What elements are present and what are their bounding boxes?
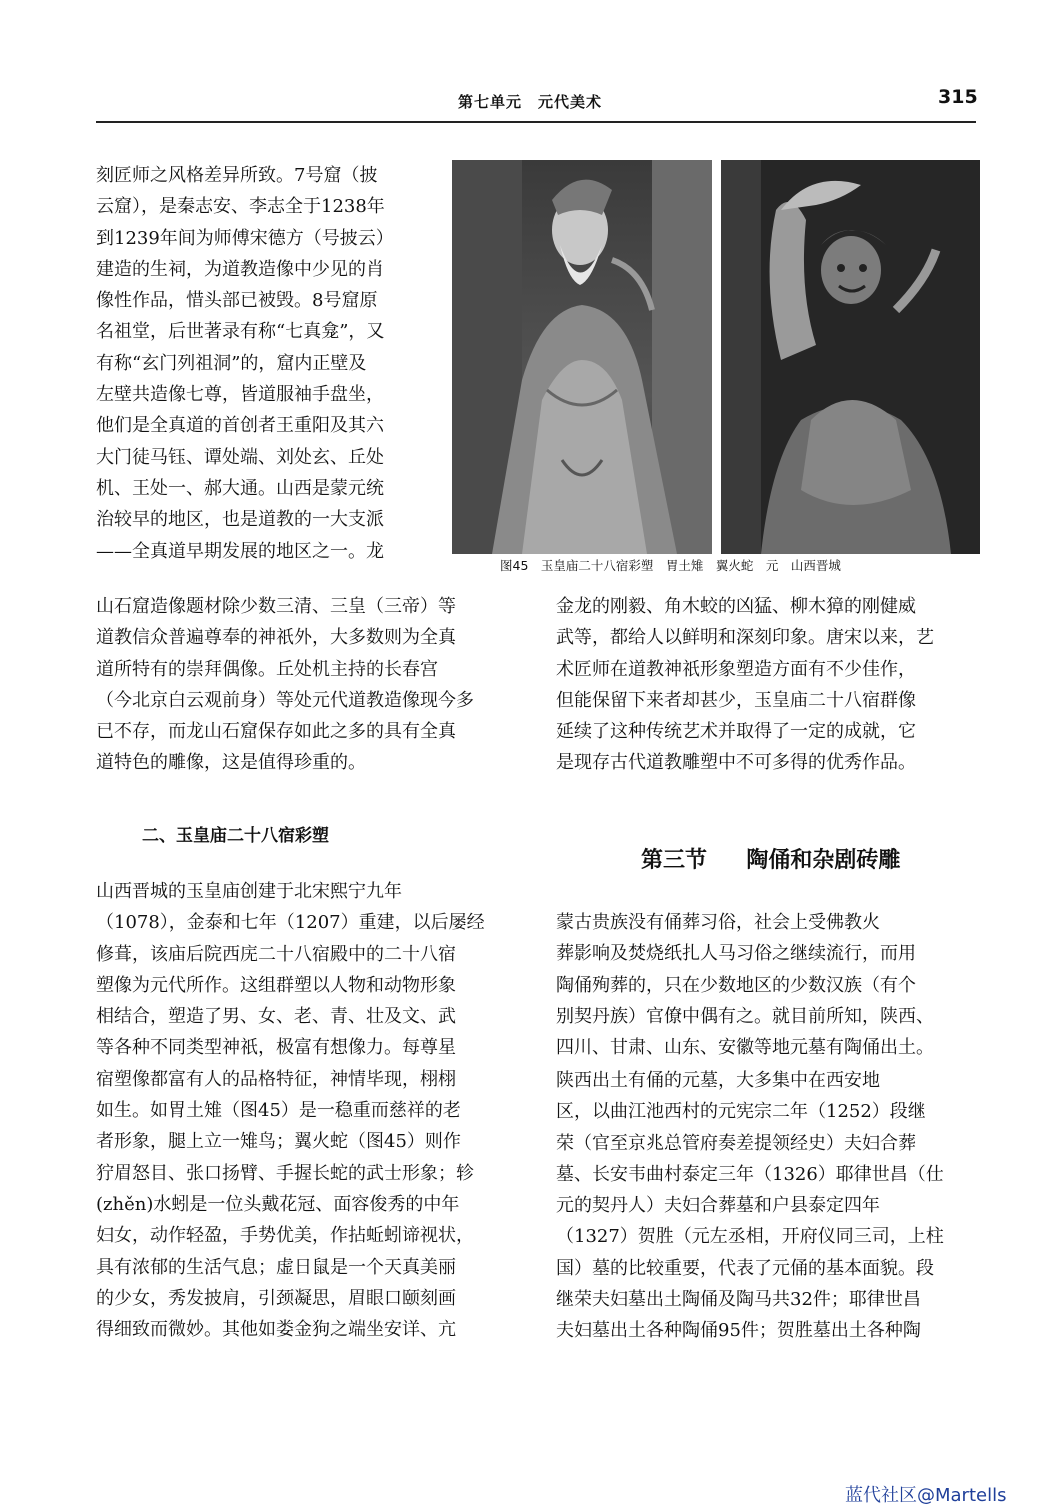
text-line: 修葺，该庙后院西庑二十八宿殿中的二十八宿 <box>96 943 456 965</box>
section-heading <box>641 843 900 874</box>
text-line: 山西晋城的玉皇庙创建于北宋熙宁九年 <box>96 881 402 902</box>
text-line: 蒙古贵族没有俑葬习俗，社会上受佛教火 <box>556 912 880 933</box>
photo-yi-huo-she <box>721 160 980 554</box>
text-line: 陶俑殉葬的，只在少数地区的少数汉族（有个 <box>556 974 916 996</box>
text-line: 建造的生祠，为道教造像中少见的肖 <box>96 258 384 280</box>
text-line: 有称“玄门列祖洞”的，窟内正壁及 <box>96 352 367 374</box>
text-line: 继荣夫妇墓出土陶俑及陶马共32件；耶律世昌 <box>556 1289 921 1311</box>
text-line: 等各种不同类型神祇，极富有想像力。每尊星 <box>96 1037 456 1059</box>
text-line: 妇女，动作轻盈，手势优美，作拈蚯蚓谛视状， <box>96 1225 474 1247</box>
text-line: 宿塑像都富有人的品格特征，神情毕现，栩栩 <box>96 1068 456 1090</box>
text-line: 得细致而微妙。其他如娄金狗之端坐安详、亢 <box>96 1319 456 1341</box>
text-line: 者形象，腿上立一雉鸟；翼火蛇（图45）则作 <box>96 1131 461 1153</box>
watermark: 蓝代社区@Martells <box>845 1485 1007 1506</box>
text-line: 大门徒马钰、谭处端、刘处玄、丘处 <box>96 446 384 468</box>
text-line: 别契丹族）官僚中偶有之。就目前所知，陕西、 <box>556 1005 934 1027</box>
text-line: 武等，都给人以鲜明和深刻印象。唐宋以来，艺 <box>556 627 934 649</box>
text-line: 已不存，而龙山石窟保存如此之多的具有全真 <box>96 721 456 743</box>
text-line: (zhěn)水蚓是一位头戴花冠、面容俊秀的中年 <box>96 1193 460 1215</box>
text-line: 夫妇墓出土各种陶俑95件；贺胜墓出土各种陶 <box>556 1320 921 1342</box>
text-line: 刻匠师之风格差异所致。7号窟（披 <box>96 165 378 186</box>
text-line: （1078），金泰和七年（1207）重建，以后屡经 <box>96 912 485 934</box>
running-header-title: 第七单元 元代美术 <box>458 93 603 111</box>
text-line: ——全真道早期发展的地区之一。龙 <box>96 540 384 562</box>
text-line: 四川、甘肃、山东、安徽等地元墓有陶俑出土。 <box>556 1037 934 1059</box>
subheading-yuhuang: 二、玉皇庙二十八宿彩塑 <box>142 826 329 846</box>
text-line: 元的契丹人）夫妇合葬墓和户县泰定四年 <box>556 1195 880 1217</box>
text-line: 延续了这种传统艺术并取得了一定的成就，它 <box>556 721 916 743</box>
text-line: （今北京白云观前身）等处元代道教造像现今多 <box>96 689 474 711</box>
text-line: 的少女，秀发披肩，引颈凝思，眉眼口颐刻画 <box>96 1287 456 1309</box>
text-line: 葬影响及焚烧纸扎人马习俗之继续流行，而用 <box>556 943 916 965</box>
text-line: 塑像为元代所作。这组群塑以人物和动物形象 <box>96 974 456 996</box>
figure-caption: 图45 玉皇庙二十八宿彩塑 胃土雉 翼火蛇 元 山西晋城 <box>500 558 841 573</box>
text-line: 区，以曲江池西村的元宪宗二年（1252）段继 <box>556 1101 926 1123</box>
right-para-shaanxi <box>556 1065 981 1347</box>
text-line: 道教信众普遍尊奉的神祇外，大多数则为全真 <box>96 627 456 649</box>
text-line: 是现存古代道教雕塑中不可多得的优秀作品。 <box>556 752 916 774</box>
text-line: 相结合，塑造了男、女、老、青、壮及文、武 <box>96 1006 456 1028</box>
text-line: 像性作品，惜头部已被毁。8号窟原 <box>96 290 378 312</box>
text-line: （1327）贺胜（元左丞相，开府仪同三司，上柱 <box>556 1226 944 1248</box>
text-line: 荣（官至京兆总管府奏差提领经史）夫妇合葬 <box>556 1132 916 1154</box>
text-line: 金龙的刚毅、角木蛟的凶猛、柳木獐的刚健威 <box>556 596 916 617</box>
text-line: 机、王处一、郝大通。山西是蒙元统 <box>96 477 384 499</box>
section-heading-title: 陶俑和杂剧砖雕 <box>746 848 901 873</box>
text-line: 山石窟造像题材除少数三清、三皇（三帝）等 <box>96 596 456 617</box>
left-para-top <box>96 160 441 567</box>
text-line: 如生。如胃土雉（图45）是一稳重而慈祥的老 <box>96 1100 461 1122</box>
text-line: 他们是全真道的首创者王重阳及其六 <box>96 415 384 437</box>
text-line: 治较早的地区，也是道教的一大支派 <box>96 509 384 531</box>
text-line: 术匠师在道教神祇形象塑造方面有不少佳作， <box>556 658 916 680</box>
text-line: 道特色的雕像，这是值得珍重的。 <box>96 752 366 774</box>
text-line: 狞眉怒目、张口扬臂、手握长蛇的武士形象；轸 <box>96 1162 474 1184</box>
text-line: 墓、长安韦曲村泰定三年（1326）耶律世昌（仕 <box>556 1163 944 1185</box>
text-line: 到1239年间为师傅宋德方（号披云） <box>96 227 394 249</box>
text-line: 道所特有的崇拜偶像。丘处机主持的长春宫 <box>96 658 438 680</box>
text-line: 陕西出土有俑的元墓，大多集中在西安地 <box>556 1070 880 1091</box>
photo-wei-tu-zhi <box>452 160 712 554</box>
text-line: 具有浓郁的生活气息；虚日鼠是一个天真美丽 <box>96 1256 456 1278</box>
text-line: 但能保留下来者却甚少，玉皇庙二十八宿群像 <box>556 689 916 711</box>
text-line: 左壁共造像七尊，皆道服袖手盘坐， <box>96 384 384 406</box>
header-rule <box>96 121 976 123</box>
left-para-yuhuang <box>96 876 531 1345</box>
text-line: 国）墓的比较重要，代表了元俑的基本面貌。段 <box>556 1257 934 1279</box>
right-para-top <box>556 591 981 779</box>
left-para-wide <box>96 591 531 779</box>
section-heading-number: 第三节 <box>641 848 708 873</box>
text-line: 名祖堂，后世著录有称“七真龛”，又 <box>96 321 385 343</box>
page-number: 315 <box>938 86 978 108</box>
right-para-mongol <box>556 907 981 1063</box>
text-line: 云窟），是秦志安、李志全于1238年 <box>96 196 385 218</box>
